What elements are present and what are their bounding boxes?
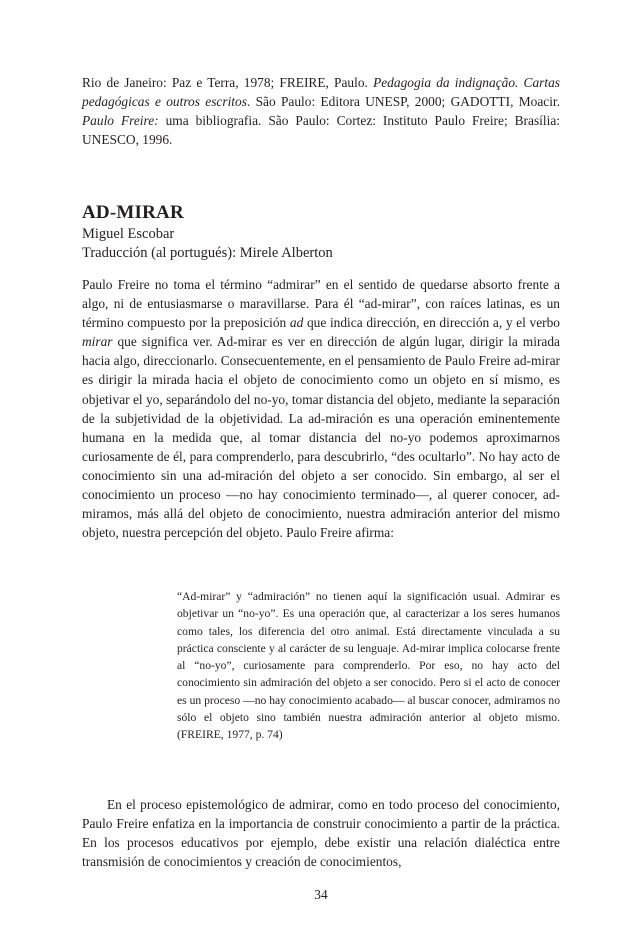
block-quote: “Ad-mirar” y “admiración” no tienen aquí la significación usual. Admirar es objetivar un “no-yo”. Es una operación que, al caracterizar a los seres humanos como tales, los diferencia del otro animal. Está directamente vinculada a su práctica consciente y al carácter de su lenguaje. Ad-mirar implica colocarse frente al “no-yo”, curiosamente para comprenderlo. Por eso, no hay acto del conocimiento sin admiración del objeto a ser conocido. Pero si el acto de conocer es un proceso —no hay conocimiento acabado— al buscar conocer, admiramos no sólo el objeto sino también nuestra admiración anterior al objeto mismo. (FREIRE, 1977, p. 74) [177, 590, 560, 742]
body1-italic-mirar: mirar [82, 334, 113, 350]
body-paragraph-1 [82, 275, 560, 542]
body1-text-2: que indica dirección, en dirección a, y el verbo [303, 315, 560, 331]
body1-text-3: que significa ver. Ad-mirar es ver en dirección de algún lugar, dirigir la mirada hacia algo, direccionarlo. Consecuentemente, en el pensamiento de Paulo Freire ad-mirar es dirigir la mirada hacia el objeto de conocimiento como un objeto en sí mismo, es objetivar el yo, separándolo del no-yo, tomar distancia del objeto, mediante la separación de la subjetividad de la objetividad. La ad-miración es una operación eminentemente humana en la medida que, al tomar distancia del no-yo podemos aproximarnos curiosamente de él, para comprenderlo, para descubrirlo, “des ocultarlo”. No hay acto de conocimiento sin una ad-miración del objeto a ser conocido. Sin embargo, al ser el conocimiento un proceso —no hay conocimiento terminado—, al querer conocer, ad-miramos, más allá del objeto de conocimiento, nuestra admiración anterior del mismo objeto, nuestra percepción del objeto. Paulo Freire afirma: [82, 334, 560, 541]
article-author: Miguel Escobar [82, 226, 175, 242]
body1-italic-ad: ad [289, 315, 304, 331]
article-title: AD-MIRAR [82, 202, 184, 223]
page-number: 34 [314, 887, 328, 902]
ref-text-1: Rio de Janeiro: Paz e Terra, 1978; FREIRE, Paulo. [82, 75, 374, 90]
ref-title-paulo-freire: Paulo Freire: [82, 113, 159, 129]
bibliography-continuation [82, 73, 560, 149]
ref-text-3: uma bibliografia. São Paulo: Cortez: Instituto Paulo Freire; Brasília: UNESCO, 1996. [82, 113, 560, 148]
body1-text-1: Paulo Freire no toma el término “admirar” en el sentido de quedarse absorto frente a algo, ni de entusiasmarse o maravillarse. Para él “ad-mirar”, con raíces latinas, es un término compuesto por la preposición [82, 277, 560, 331]
ref-title-indignacao: Pedagogia da indignação. Cartas pedagógicas e outros escritos [82, 75, 561, 110]
article-translator: Traducción (al portugués): Mirele Alberton [82, 245, 333, 261]
ref-text-2: . São Paulo: Editora UNESP, 2000; GADOTTI, Moacir. [246, 94, 560, 110]
body-paragraph-2: En el proceso epistemológico de admirar, como en todo proceso del conocimiento, Paulo Freire enfatiza en la importancia de construir conocimiento a partir de la práctica. En los procesos educativos por ejemplo, debe existir una relación dialéctica entre transmisión de conocimientos y creación de conocimientos, [82, 797, 560, 870]
